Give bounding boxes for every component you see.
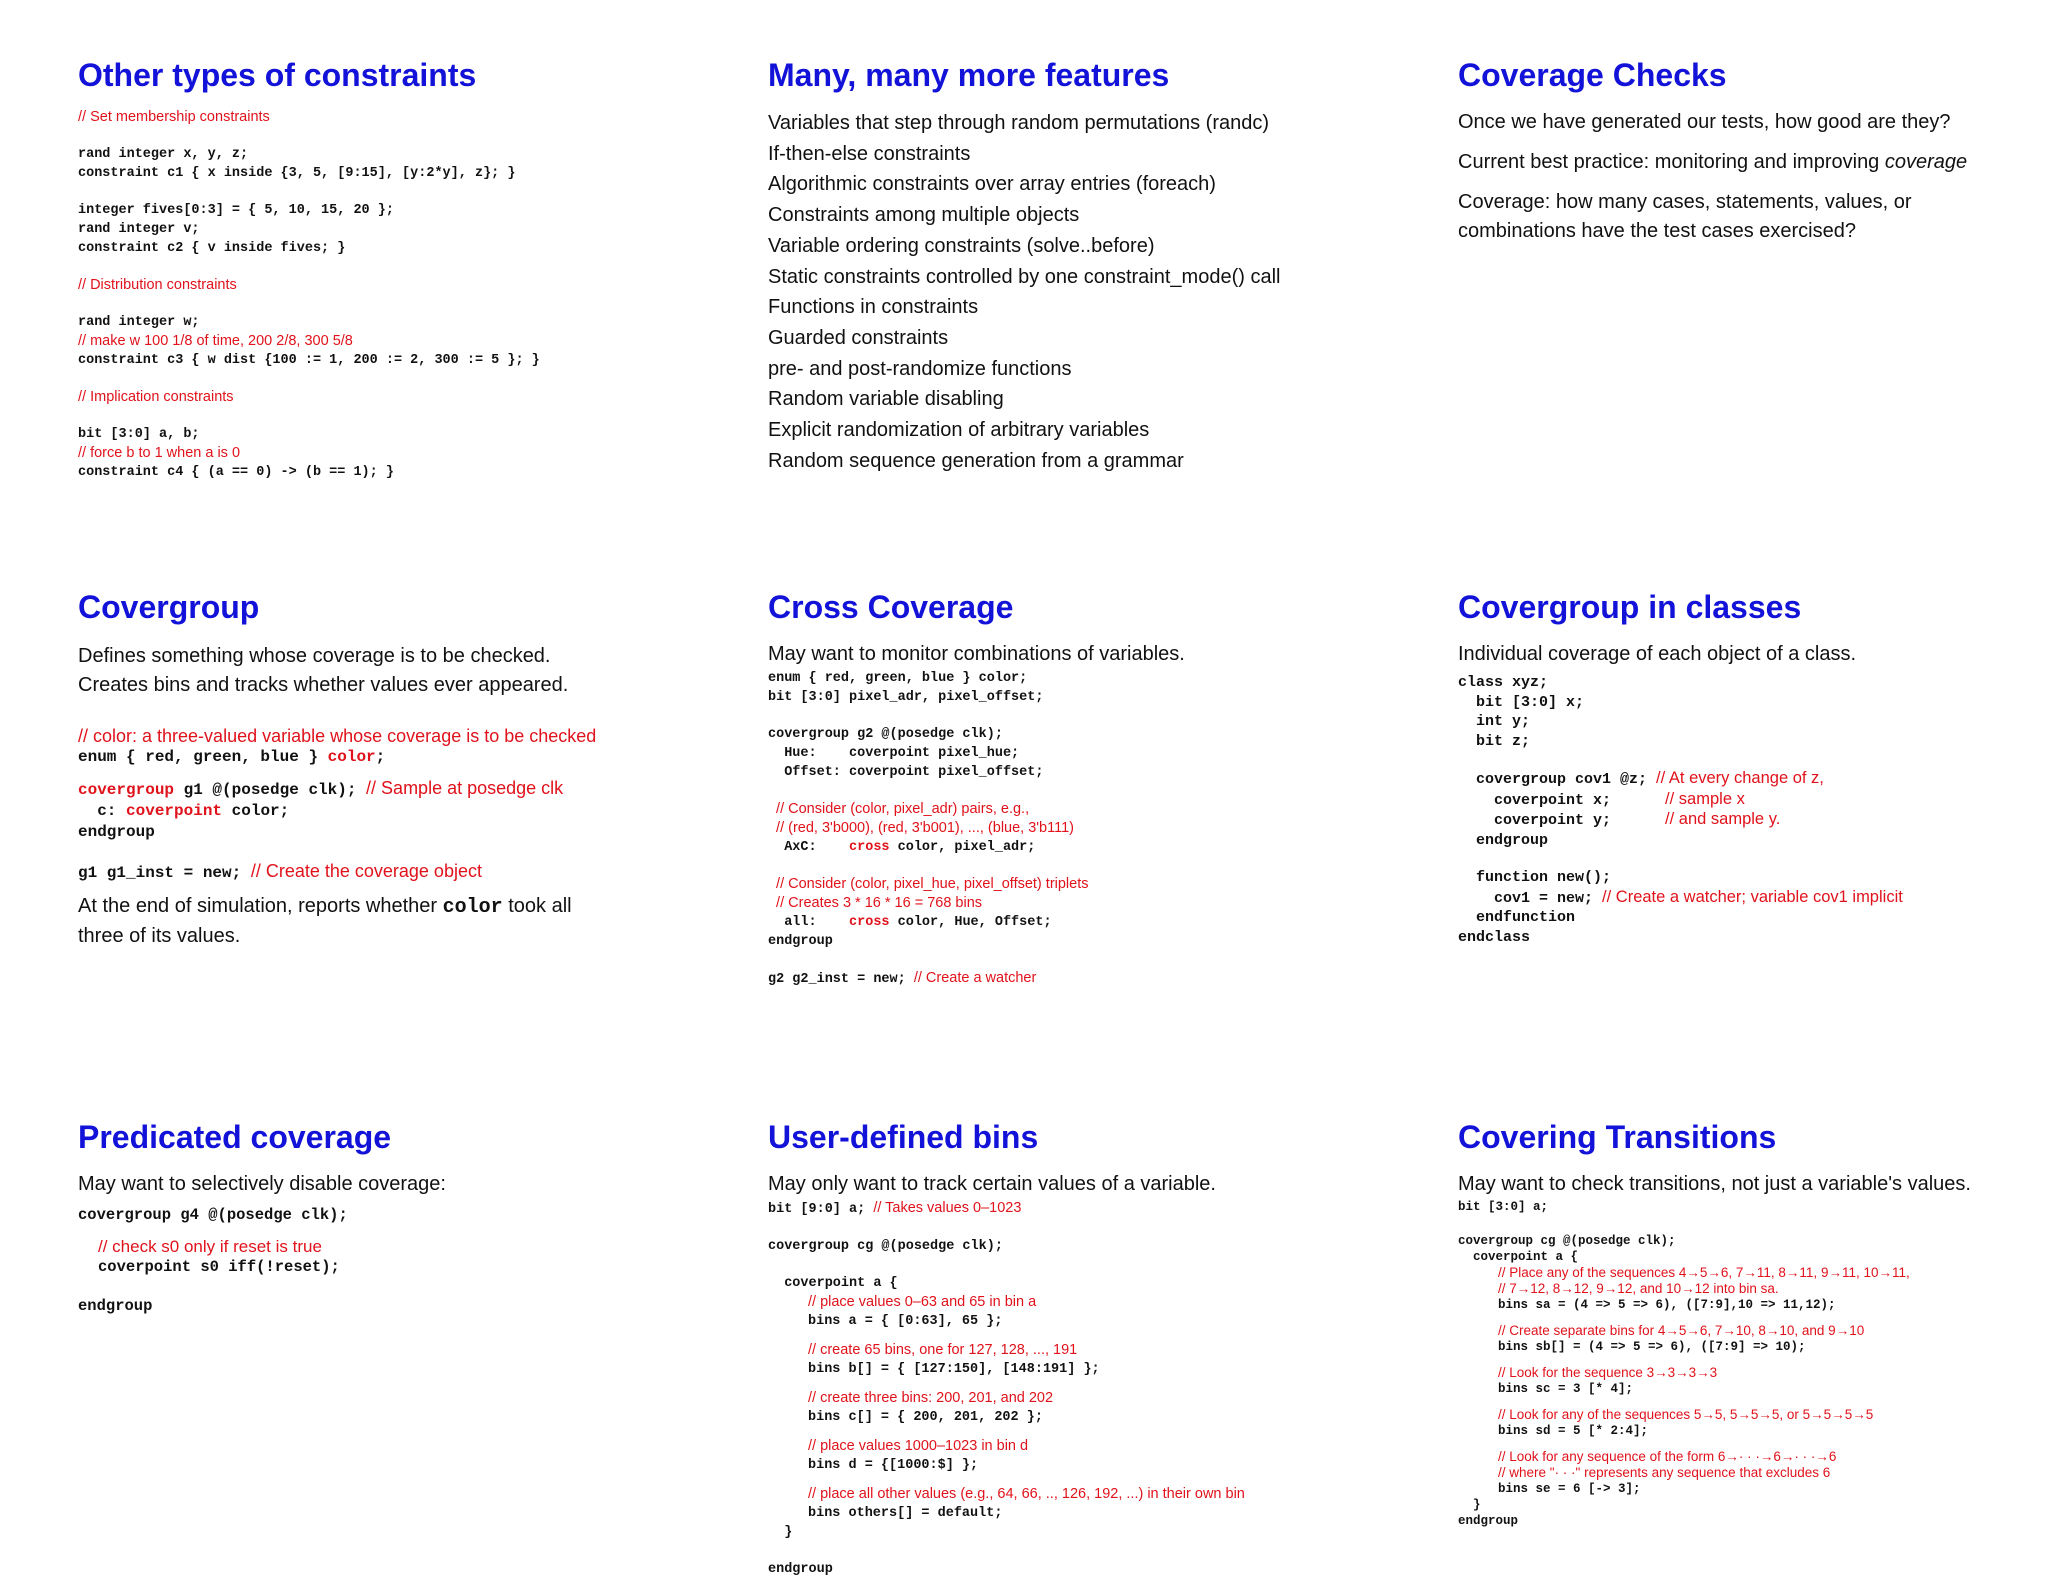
code-line: endgroup [1458, 1514, 1519, 1528]
code-line: Hue: coverpoint pixel_hue; [768, 746, 1020, 761]
paragraph: combinations have the test cases exercised? [1458, 220, 1856, 242]
slide-title: Other types of constraints [78, 57, 477, 93]
slide-predicated-coverage [78, 1118, 728, 1317]
slide-covergroup-classes [1458, 588, 2048, 947]
paragraph [1458, 148, 2048, 177]
paragraph: three of its values. [78, 925, 241, 947]
comment: // Look for the sequence 3→3→3→3 [1498, 1365, 1718, 1380]
emphasis: coverage [1884, 151, 1968, 173]
paragraph: May want to selectively disable coverage: [78, 1173, 446, 1195]
code-text: enum { red, green, blue } [78, 748, 328, 766]
code-line [1458, 790, 2048, 811]
code-line [1458, 769, 2048, 790]
code-line: constraint c2 { v inside fives; } [78, 241, 346, 256]
code-keyword: coverpoint [126, 802, 223, 820]
code-line: constraint c3 { w dist {100 := 1, 200 := 2, 300 := 5 }; } [78, 353, 540, 368]
code-text: coverpoint y; [1458, 812, 1666, 829]
code-line: bins a = { [0:63], 65 }; [808, 1314, 1003, 1329]
slide-title: Covergroup in classes [1458, 589, 1802, 625]
comment: // color: a three-valued variable whose coverage is to be checked [78, 726, 597, 746]
comment: // Look for any sequence of the form 6→· · ·→6→· · ·→6 [1498, 1449, 1837, 1464]
code-line: bit [3:0] a, b; [78, 427, 200, 442]
code-text: cov1 = new; [1458, 889, 1603, 907]
comment: // Set membership constraints [78, 109, 270, 125]
feature-item: Static constraints controlled by one constraint_mode() call [768, 265, 1281, 288]
code-line: covergroup g2 @(posedge clk); [768, 727, 1003, 742]
code-line: bit [3:0] a; [1458, 1200, 1549, 1214]
code-line: enum { red, green, blue } color; [768, 671, 1028, 686]
feature-item: If-then-else constraints [768, 142, 971, 165]
comment: // At every change of z, [1656, 769, 1824, 787]
code-text: ; [375, 748, 386, 766]
comment: // Distribution constraints [78, 277, 237, 293]
slide-other-constraints [78, 56, 728, 482]
feature-item: Algorithmic constraints over array entries (foreach) [768, 173, 1216, 196]
comment: // Consider (color, pixel_hue, pixel_offset) triplets [768, 876, 1089, 892]
code-line: endgroup [1458, 831, 1549, 849]
comment: // place all other values (e.g., 64, 66, .., 126, 192, ...) in their own bin [808, 1486, 1245, 1502]
comment: // and sample y. [1665, 810, 1781, 828]
slide-title: User-defined bins [768, 1119, 1039, 1155]
code-line: endfunction [1458, 909, 1576, 926]
code-line [768, 1199, 1418, 1219]
code-line: bins sa = (4 => 5 => 6), ([7:9],10 => 11,12); [1498, 1298, 1836, 1312]
code-keyword: cross [849, 840, 890, 855]
comment: // (red, 3'b000), (red, 3'b001), ..., (blue, 3'b111) [768, 820, 1074, 836]
comment: // create 65 bins, one for 127, 128, ..., 191 [808, 1342, 1078, 1358]
code-line: endclass [1458, 928, 1531, 946]
code-line: constraint c4 { (a == 0) -> (b == 1); } [78, 465, 394, 480]
code-text: bit [9:0] a; [768, 1202, 874, 1217]
code-text: color; [222, 802, 290, 820]
code-text: g1 g1_inst = new; [78, 864, 251, 882]
slide-user-defined-bins [768, 1118, 1418, 1579]
code-line [78, 747, 728, 768]
code-line: class xyz; [1458, 674, 1549, 691]
feature-item: Explicit randomization of arbitrary variables [768, 419, 1150, 442]
code-line: bins d = {[1000:$] }; [808, 1458, 979, 1473]
code-line: } [768, 1525, 793, 1540]
feature-item: Variable ordering constraints (solve..before) [768, 234, 1155, 257]
code-line [1458, 810, 2048, 831]
slide-title: Many, many more features [768, 57, 1170, 93]
feature-item: Random sequence generation from a grammar [768, 449, 1184, 472]
code-line: coverpoint a { [768, 1276, 898, 1291]
code-line: rand integer v; [78, 222, 200, 237]
paragraph: May want to monitor combinations of variables. [768, 643, 1185, 665]
slide-title: Covergroup [78, 589, 260, 625]
code-line [78, 778, 728, 801]
code-line: endgroup [768, 934, 833, 949]
code-line: endgroup [78, 823, 155, 841]
code-text: g2 g2_inst = new; [768, 972, 914, 987]
code-keyword: color [327, 748, 376, 766]
paragraph [78, 892, 728, 922]
code-line: function new(); [1458, 869, 1612, 886]
comment: // force b to 1 when a is 0 [78, 445, 241, 461]
code-line: rand integer x, y, z; [78, 147, 249, 162]
feature-item: Random variable disabling [768, 388, 1004, 411]
comment: // Takes values 0–1023 [873, 1200, 1022, 1216]
comment: // place values 0–63 and 65 in bin a [808, 1294, 1037, 1310]
code-line: bit [3:0] pixel_adr, pixel_offset; [768, 690, 1044, 705]
code-line: covergroup cg @(posedge clk); [768, 1239, 1003, 1254]
code-line: bins sb[] = (4 => 5 => 6), ([7:9] => 10); [1498, 1340, 1806, 1354]
code-keyword: cross [849, 915, 890, 930]
code-line: constraint c1 { x inside {3, 5, [9:15], [y:2*y], z}; } [78, 166, 516, 181]
feature-item: Constraints among multiple objects [768, 204, 1080, 227]
comment: // Implication constraints [78, 389, 234, 405]
code-line: bit z; [1458, 732, 1531, 750]
code-text: c: [78, 802, 127, 820]
code-line [78, 861, 728, 884]
code-line [1458, 888, 2048, 909]
code-line: coverpoint a { [1458, 1250, 1579, 1264]
paragraph: Individual coverage of each object of a class. [1458, 643, 1857, 665]
code-text: g1 @(posedge clk); [174, 781, 367, 799]
comment: // place values 1000–1023 in bin d [808, 1438, 1029, 1454]
paragraph: May only want to track certain values of a variable. [768, 1173, 1216, 1195]
code-line [768, 969, 1418, 989]
comment: // sample x [1665, 789, 1745, 808]
code-line: bins sc = 3 [* 4]; [1498, 1382, 1634, 1396]
comment: // Sample at posedge clk [366, 778, 564, 798]
comment: // Create the coverage object [250, 861, 482, 881]
code-line [768, 838, 1418, 857]
code-line: covergroup cg @(posedge clk); [1458, 1234, 1676, 1248]
text-span: At the end of simulation, reports whether [78, 895, 443, 917]
slide-many-features [768, 56, 1418, 476]
code-line: bins others[] = default; [808, 1506, 1003, 1521]
comment: // where "· · ·" represents any sequence that excludes 6 [1498, 1465, 1831, 1480]
code-keyword: covergroup [78, 781, 175, 799]
comment: // Creates 3 * 16 * 16 = 768 bins [768, 895, 983, 911]
text-span: took all [502, 895, 572, 917]
feature-list [768, 108, 1418, 476]
code-text: AxC: [768, 840, 850, 855]
code-line: bit [3:0] x; [1458, 693, 1585, 711]
slide-title: Covering Transitions [1458, 1119, 1777, 1155]
code-line: Offset: coverpoint pixel_offset; [768, 765, 1044, 780]
code-line: bins b[] = { [127:150], [148:191] }; [808, 1362, 1100, 1377]
text-span: Current best practice: monitoring and improving [1458, 151, 1885, 173]
comment: // create three bins: 200, 201, and 202 [808, 1390, 1054, 1406]
code-line: integer fives[0:3] = { 5, 10, 15, 20 }; [78, 203, 394, 218]
comment: // 7→12, 8→12, 9→12, and 10→12 into bin sa. [1498, 1281, 1779, 1296]
slide-title: Predicated coverage [78, 1119, 392, 1155]
code-text: covergroup cov1 @z; [1458, 771, 1657, 788]
feature-item: Variables that step through random permutations (randc) [768, 112, 1270, 134]
code-line [78, 801, 728, 822]
code-line: bins c[] = { 200, 201, 202 }; [808, 1410, 1043, 1425]
code-line: coverpoint s0 iff(!reset); [98, 1258, 340, 1276]
code-line: } [1458, 1498, 1481, 1512]
comment: // Create a watcher; variable cov1 implicit [1602, 887, 1903, 906]
code-keyword: color [442, 896, 503, 919]
slide-covergroup [78, 588, 728, 951]
code-text: color, pixel_adr; [889, 840, 1036, 855]
paragraph: Coverage: how many cases, statements, values, or [1458, 191, 1912, 213]
comment: // Consider (color, pixel_adr) pairs, e.g., [768, 801, 1030, 817]
code-line: bins se = 6 [-> 3]; [1498, 1482, 1641, 1496]
feature-item: Functions in constraints [768, 296, 979, 319]
paragraph: Defines something whose coverage is to be checked. [78, 645, 551, 667]
slide-title: Cross Coverage [768, 589, 1014, 625]
feature-item: Guarded constraints [768, 326, 949, 349]
code-line: int y; [1458, 713, 1531, 730]
paragraph: May want to check transitions, not just a variable's values. [1458, 1173, 1971, 1195]
code-line: endgroup [768, 1562, 833, 1577]
comment: // Create separate bins for 4→5→6, 7→10, 8→10, and 9→10 [1498, 1323, 1865, 1338]
comment: // make w 100 1/8 of time, 200 2/8, 300 5/8 [78, 333, 353, 349]
comment: // Look for any of the sequences 5→5, 5→5→5, or 5→5→5→5 [1498, 1407, 1874, 1422]
code-line: endgroup [78, 1297, 153, 1315]
paragraph: Once we have generated our tests, how good are they? [1458, 111, 1951, 133]
code-line: rand integer w; [78, 315, 200, 330]
slide-title: Coverage Checks [1458, 57, 1727, 93]
comment: // check s0 only if reset is true [98, 1237, 322, 1256]
slide-coverage-checks [1458, 56, 2048, 246]
slide-covering-transitions [1458, 1118, 2038, 1529]
comment: // Create a watcher [913, 970, 1037, 986]
paragraph: Creates bins and tracks whether values ever appeared. [78, 674, 569, 696]
code-text: all: [768, 915, 850, 930]
code-line: covergroup g4 @(posedge clk); [78, 1206, 348, 1224]
slide-cross-coverage [768, 588, 1418, 989]
code-line [768, 913, 1418, 932]
code-text: coverpoint x; [1458, 791, 1666, 809]
code-line: bins sd = 5 [* 2:4]; [1498, 1424, 1649, 1438]
code-text: color, Hue, Offset; [889, 915, 1052, 930]
comment: // Place any of the sequences 4→5→6, 7→11, 8→11, 9→11, 10→11, [1498, 1265, 1910, 1280]
feature-item: pre- and post-randomize functions [768, 357, 1072, 380]
